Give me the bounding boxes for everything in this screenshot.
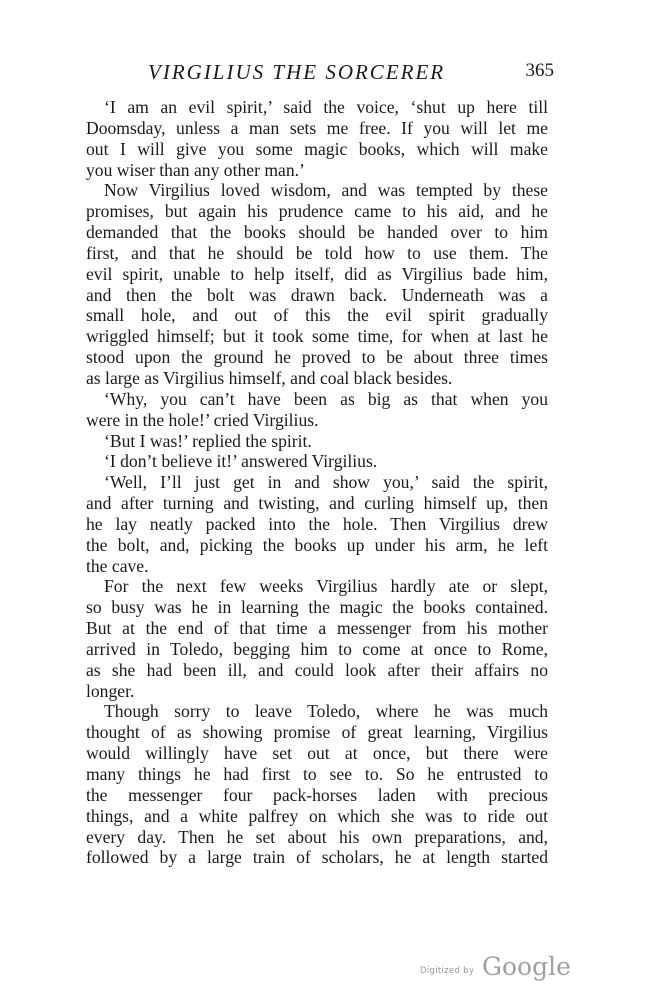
text-line: ‘Why, you can’t have been as big as that when you (104, 388, 548, 409)
running-title: VIRGILIUS THE SORCERER (148, 60, 446, 84)
text-line: wriggled himself; but it took some time, for when at last he (86, 326, 548, 347)
text-line: would willingly have set out at once, but there were (86, 743, 548, 764)
text-line: demanded that the books should be handed over to him (86, 222, 548, 243)
text-line: the cave. (86, 555, 149, 576)
text-line: followed by a large train of scholars, he at length started (86, 847, 548, 868)
text-line: were in the hole!’ cried Virgilius. (86, 409, 319, 430)
watermark-brand: Google (482, 952, 571, 981)
text-line: promises, but again his prudence came to his aid, and he (86, 201, 548, 222)
text-line: evil spirit, unable to help itself, did as Virgilius bade him, (86, 263, 548, 284)
text-line: so busy was he in learning the magic the books contained. (86, 597, 548, 618)
text-line: out I will give you some magic books, which will make (86, 138, 548, 159)
text-line: ‘I don’t believe it!’ answered Virgilius. (104, 451, 378, 472)
text-line: Doomsday, unless a man sets me free. If you will let me (86, 117, 548, 138)
text-line: and after turning and twisting, and curling himself up, then (86, 493, 548, 514)
text-line: longer. (86, 680, 135, 701)
text-line: Now Virgilius loved wisdom, and was tempted by these (104, 180, 548, 201)
text-line: the messenger four pack-horses laden with precious (86, 784, 548, 805)
text-line: the bolt, and, picking the books up under his arm, he left (86, 534, 548, 555)
text-line: Though sorry to leave Toledo, where he was much (104, 701, 548, 722)
text-line: small hole, and out of this the evil spirit gradually (86, 305, 548, 326)
watermark-prefix: Digitized by (420, 966, 475, 976)
text-line: ‘Well, I’ll just get in and show you,’ said the spirit, (104, 472, 548, 493)
text-line: every day. Then he set about his own preparations, and, (86, 826, 548, 847)
page-header (86, 60, 556, 90)
text-line: arrived in Toledo, begging him to come at once to Rome, (86, 638, 548, 659)
text-line: ‘I am an evil spirit,’ said the voice, ‘shut up here till (104, 97, 548, 117)
digitized-watermark (420, 952, 590, 988)
text-line: thought of as showing promise of great learning, Virgilius (86, 722, 548, 743)
text-line: For the next few weeks Virgilius hardly ate or slept, (104, 576, 548, 597)
body-text (86, 97, 548, 868)
text-line: ‘But I was!’ replied the spirit. (104, 430, 312, 451)
text-line: But at the end of that time a messenger from his mother (86, 618, 548, 639)
text-line: stood upon the ground he proved to be about three times (86, 347, 548, 368)
text-line: you wiser than any other man.’ (86, 159, 305, 180)
text-line: things, and a white palfrey on which she was to ride out (86, 805, 548, 826)
text-line: as large as Virgilius himself, and coal black besides. (86, 367, 453, 388)
text-line: he lay neatly packed into the hole. Then Virgilius drew (86, 513, 548, 534)
text-line: many things he had first to see to. So he entrusted to (86, 764, 548, 784)
text-line: and then the bolt was drawn back. Underneath was a (86, 284, 548, 305)
text-line: first, and that he should be told how to use them. The (86, 242, 548, 263)
text-line: as she had been ill, and could look after their affairs no (86, 659, 548, 680)
page-number: 365 (525, 60, 554, 81)
